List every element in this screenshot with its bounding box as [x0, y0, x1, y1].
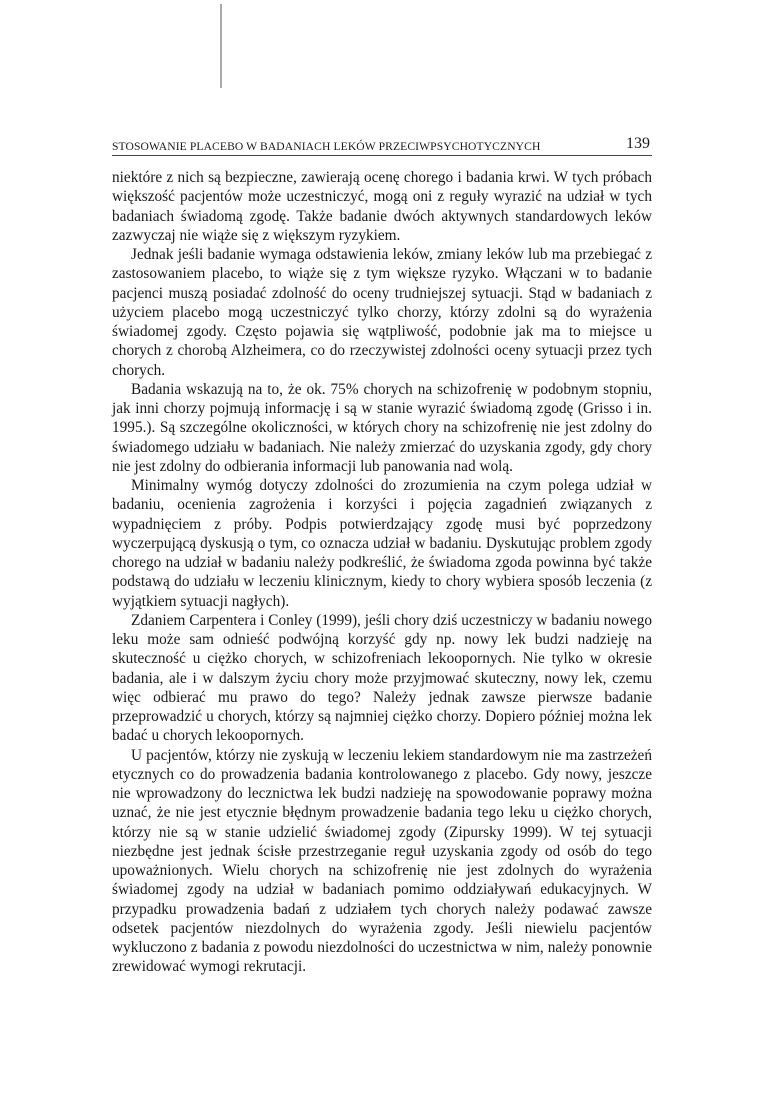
- paragraph: Minimalny wymóg dotyczy zdolności do zrozumienia na czym polega udział w badaniu, ocenienia zagrożenia i korzyści i pojęcia zagadnień związanych z wypadnięciem z próby. Podpis potwierdzający zgodę musi być poprzedzony wyczerpującą dyskusją o tym, co oznacza udział w badaniu. Dyskutując problem zgody chorego na udział w badaniu należy podkreślić, że świadoma zgoda powinna być także podstawą do udziału w leczeniu klinicznym, kiedy to chory wybiera sposób leczenia (z wyjątkiem sytuacji nagłych).: [112, 477, 652, 610]
- scan-margin-mark: [220, 4, 222, 88]
- header-rule: [112, 155, 652, 156]
- page-number: 139: [626, 135, 650, 152]
- paragraph: Badania wskazują na to, że ok. 75% chorych na schizofrenię w podobnym stopniu, jak inni chorzy pojmują informację i są w stanie wyrazić świadomą zgodę (Grisso i in. 1995.). Są szczególne okoliczności, w których chory na schizofrenię nie jest zdolny do świadomego udziału w badaniach. Nie należy zmierzać do uzyskania zgody, gdy chory nie jest zdolny do odbierania informacji lub panowania nad wolą.: [112, 380, 652, 475]
- running-head: [112, 131, 652, 153]
- body-text: [112, 168, 652, 977]
- paragraph: Jednak jeśli badanie wymaga odstawienia leków, zmiany leków lub ma przebiegać z zastosowaniem placebo, to wiąże się z tym większe ryzyko. Włączani w to badanie pacjenci muszą posiadać zdolność do oceny trudniejszej sytuacji. Stąd w badaniach z użyciem placebo mogą uczestniczyć tylko chorzy, którzy zdolni są do wyrażenia świadomej zgody. Często pojawia się wątpliwość, podobnie jak ma to miejsce u chorych z chorobą Alzheimera, co do rzeczywistej zdolności oceny sytuacji przez tych chorych.: [112, 246, 652, 379]
- paragraph: U pacjentów, którzy nie zyskują w leczeniu lekiem standardowym nie ma zastrzeżeń etycznych co do prowadzenia badania kontrolowanego z placebo. Gdy nowy, jeszcze nie wprowadzony do lecznictwa lek budzi nadzieję na spowodowanie poprawy można uznać, że nie jest etycznie błędnym prowadzenie badania tego leku u ciężko chorych, którzy nie są w stanie udzielić świadomej zgody (Zipursky 1999). W tej sytuacji niezbędne jest jednak ścisłe przestrzeganie reguł uzyskania zgody od osób do tego upoważnionych. Wielu chorych na schizofrenię nie jest zdolnych do wyrażenia świadomej zgody na udział w badaniach pomimo oddziaływań edukacyjnych. W przypadku prowadzenia badań z udziałem tych chorych należy podawać zawsze odsetek pacjentów niezdolnych do wyrażenia zgody. Jeśli niewielu pacjentów wykluczono z badania z powodu niezdolności do uczestnictwa w nim, należy ponownie zrewidować wymogi rekrutacji.: [112, 746, 652, 976]
- paragraph: niektóre z nich są bezpieczne, zawierają ocenę chorego i badania krwi. W tych próbach większość pacjentów może uczestniczyć, mogą oni z reguły wyrazić na udział w tych badaniach świadomą zgodę. Także badanie dwóch aktywnych standardowych leków zazwyczaj nie wiąże się z większym ryzykiem.: [112, 169, 652, 244]
- paragraph: Zdaniem Carpentera i Conley (1999), jeśli chory dziś uczestniczy w badaniu nowego leku może sam odnieść podwójną korzyść gdy np. nowy lek budzi nadzieję na skuteczność u ciężko chorych, w schizofreniach lekoopornych. Nie tylko w okresie badania, ale i w dalszym życiu chory może przyjmować skuteczny, nowy lek, czemu więc odbierać mu prawo do tego? Należy jednak zawsze pierwsze badanie przeprowadzić u chorych, którzy są najmniej ciężko chorzy. Dopiero później można lek badać u chorych lekoopornych.: [112, 611, 652, 745]
- running-head-title: STOSOWANIE PLACEBO W BADANIACH LEKÓW PRZECIWPSYCHOTYCZNYCH: [112, 140, 541, 153]
